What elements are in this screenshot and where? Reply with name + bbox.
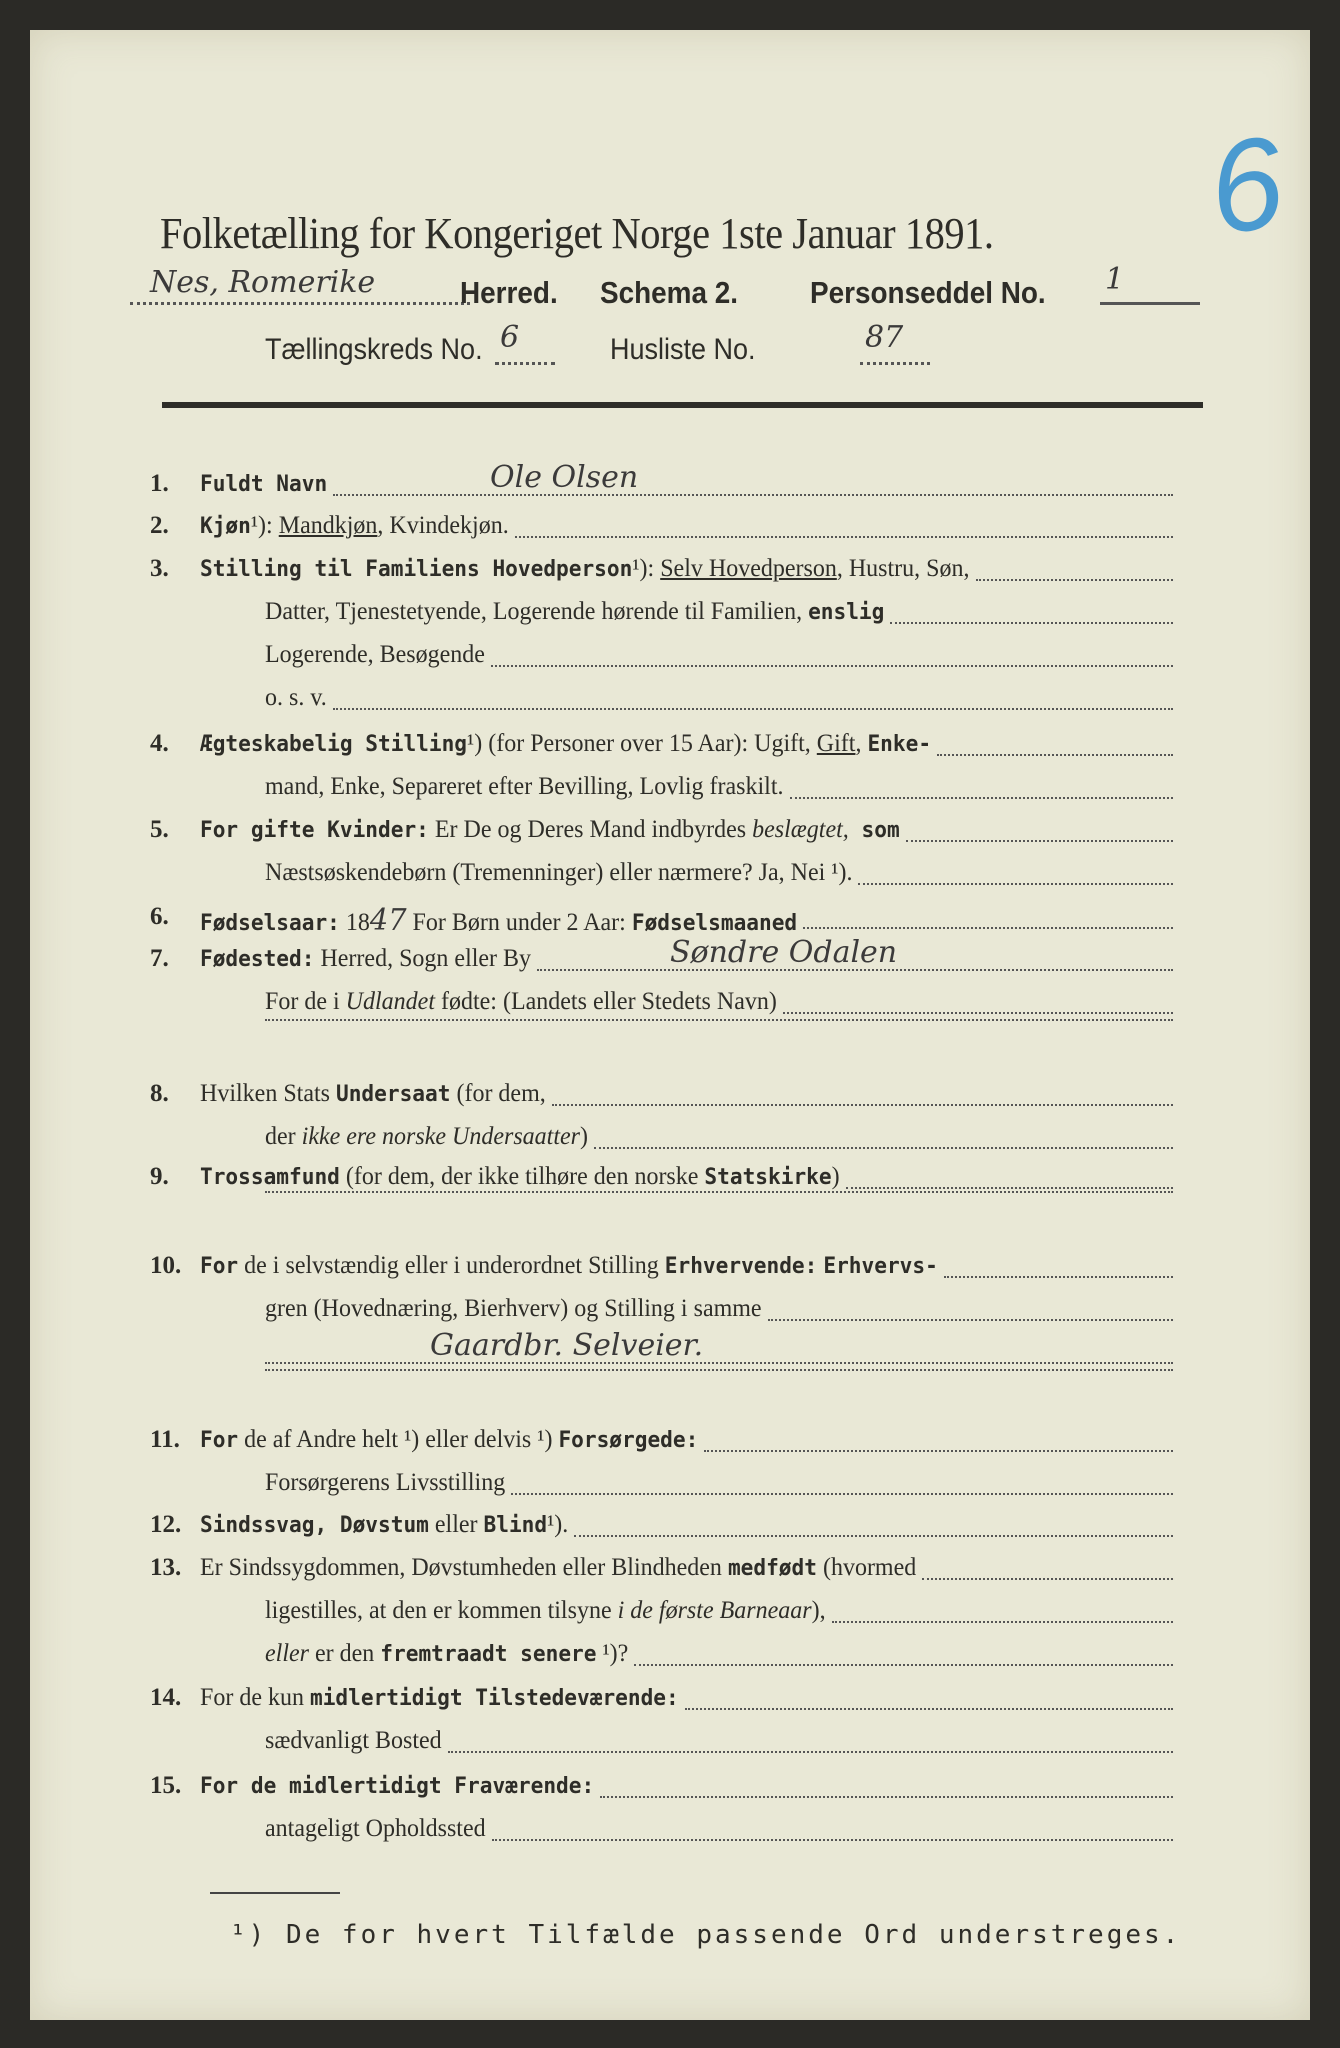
schema-label: Schema 2. <box>600 275 739 310</box>
item-text: Forsørgede: <box>558 1428 699 1453</box>
answer-line <box>944 1276 1173 1278</box>
item-text: ¹): <box>632 555 661 582</box>
answer-line <box>803 927 1173 929</box>
item-text: de i selvstændig eller i underordnet Stilling <box>238 1252 665 1279</box>
item-text: Forsørgerens Livsstilling <box>265 1469 506 1496</box>
item-text: fødte: (Landets eller Stedets Navn) <box>434 988 777 1015</box>
form-title: Folketælling for Kongeriget Norge 1ste Januar 1891. <box>160 209 994 258</box>
item-text: Fødselsmaaned <box>631 911 798 936</box>
item-text: mand, Enke, Separeret efter Bevilling, Lovlig fraskilt. <box>265 773 784 800</box>
item-text: beslægtet, <box>752 816 849 843</box>
item-3-line <box>265 598 884 626</box>
item-text: midlertidigt Tilstedeværende: <box>309 1686 679 1711</box>
item-text: ¹): <box>250 512 279 539</box>
answer-line <box>574 1535 1173 1537</box>
item-text: Blind <box>483 1513 548 1538</box>
item-text: Næstsøskendebørn (Tremenninger) eller nærmere? Ja, Nei ¹). <box>265 859 853 886</box>
item-text: ¹) (for Personer over 15 Aar): Ugift, <box>467 730 817 757</box>
item-text: i de første Barneaar <box>617 1597 812 1624</box>
answer-line <box>832 1621 1173 1623</box>
item-number: 7. <box>150 945 169 972</box>
item-text: Fuldt Navn <box>200 472 328 497</box>
personseddel-label: Personseddel No. <box>810 275 1046 310</box>
answer-line <box>491 665 1173 667</box>
answer-line <box>906 840 1173 842</box>
item-text: ¹)? <box>596 1640 629 1667</box>
item-14-line <box>200 1684 679 1712</box>
handwritten-answer: Søndre Odalen <box>670 935 898 970</box>
handwritten-answer: Ole Olsen <box>490 460 639 495</box>
item-text: Statskirke <box>704 1165 832 1190</box>
answer-line <box>515 536 1173 538</box>
item-text: Er De og Deres Mand indbyrdes <box>428 816 753 843</box>
item-5-line <box>200 816 900 844</box>
item-text: Trossamfund <box>200 1165 340 1190</box>
item-10-line <box>200 1252 938 1280</box>
item-number: 14. <box>150 1684 182 1711</box>
item-text: For de i <box>265 988 346 1015</box>
personseddel-value: 1 <box>1105 262 1125 297</box>
item-text: fremtraadt senere <box>380 1642 597 1667</box>
item-14-line <box>265 1727 442 1755</box>
husliste-value: 87 <box>865 320 904 355</box>
item-text: Fødselsaar: <box>200 911 340 936</box>
answer-line <box>333 708 1173 710</box>
blank-answer-line <box>265 1369 1173 1371</box>
item-text: Erhvervs- <box>823 1254 938 1279</box>
answer-line <box>890 622 1173 624</box>
answer-line <box>511 1493 1173 1495</box>
item-text: , Hustru, Søn, <box>836 555 970 582</box>
item-text: Erhvervende: <box>664 1254 818 1279</box>
item-text: o. s. v. <box>265 684 327 711</box>
husliste-label: Husliste No. <box>610 333 756 366</box>
item-3-line <box>265 641 485 669</box>
item-text: For de midlertidigt Fraværende: <box>200 1774 595 1799</box>
item-text: , Kvindekjøn. <box>377 512 509 539</box>
item-11-line <box>265 1469 505 1497</box>
item-8-line <box>200 1080 546 1108</box>
header-rule <box>162 402 1203 408</box>
item-number: 10. <box>150 1252 182 1279</box>
herred-label: Herred. <box>460 275 558 310</box>
item-15-line <box>200 1772 594 1800</box>
answer-line <box>846 1187 1173 1189</box>
answer-line <box>634 1664 1173 1666</box>
item-2-line <box>200 512 509 540</box>
item-number: 11. <box>150 1426 180 1453</box>
item-text: Enke- <box>867 732 932 757</box>
blank-answer-line <box>265 1019 1173 1021</box>
item-8-line <box>265 1123 588 1151</box>
item-1-line <box>200 470 327 498</box>
item-3-line <box>265 684 327 712</box>
answer-line <box>594 1147 1173 1149</box>
item-text: Stilling til Familiens Hovedperson <box>200 557 633 582</box>
item-text: Datter, Tjenestetyende, Logerende hørende til Familien, <box>265 598 809 625</box>
item-text: Selv Hovedperson <box>660 555 837 582</box>
item-6-line <box>200 903 797 938</box>
item-number: 2. <box>150 512 169 539</box>
item-number: 1. <box>150 470 169 497</box>
item-text: For Børn under 2 Aar: <box>406 909 632 936</box>
item-text: Mandkjøn <box>278 512 378 539</box>
footnote-rule <box>210 1892 340 1894</box>
footnote: ¹) De for hvert Tilfælde passende Ord understreges. <box>230 1920 1182 1950</box>
item-text: Undersaat <box>336 1082 451 1107</box>
item-text: ikke ere norske Undersaatter <box>301 1123 581 1150</box>
answer-line <box>768 1319 1173 1321</box>
item-text: antageligt Opholdssted <box>265 1815 486 1842</box>
item-9-line <box>200 1163 840 1191</box>
item-text: Kjøn <box>200 514 251 539</box>
answer-line <box>448 1751 1173 1753</box>
item-text: For de kun <box>200 1684 310 1711</box>
item-13-line <box>265 1640 628 1668</box>
item-text: Er Sindssygdommen, Døvstumheden eller Blindheden <box>200 1554 728 1581</box>
item-text: (for dem, der ikke tilhøre den norske <box>339 1163 705 1190</box>
item-text: Fødested: <box>200 947 315 972</box>
item-text: Herred, Sogn eller By <box>314 945 532 972</box>
item-text: gren (Hovednæring, Bierhverv) og Stilling i samme <box>265 1295 762 1322</box>
answer-line <box>552 1104 1173 1106</box>
answer-line <box>685 1708 1173 1710</box>
item-text: For <box>200 1428 239 1453</box>
item-text: eller <box>265 1640 309 1667</box>
item-7-line <box>200 945 531 973</box>
answer-line <box>937 754 1173 756</box>
answer-line <box>858 883 1173 885</box>
item-text: Ægteskabelig Stilling <box>200 732 468 757</box>
item-number: 3. <box>150 555 169 582</box>
item-text: sædvanligt Bosted <box>265 1727 442 1754</box>
item-7-line <box>265 988 777 1016</box>
item-text: ) <box>580 1123 589 1150</box>
item-text: (hvormed <box>816 1554 917 1581</box>
item-text: medfødt <box>727 1556 817 1581</box>
item-number: 12. <box>150 1511 182 1538</box>
item-text: ¹). <box>547 1511 569 1538</box>
item-4-line <box>265 773 784 801</box>
item-text: Gift <box>816 730 856 757</box>
item-text: Sindssvag, Døvstum <box>200 1513 429 1538</box>
item-5-line <box>265 859 852 887</box>
item-3-line <box>200 555 970 583</box>
item-text: Hvilken Stats <box>200 1080 337 1107</box>
item-text: (for dem, <box>450 1080 546 1107</box>
item-number: 8. <box>150 1080 169 1107</box>
census-form-paper <box>30 30 1310 2020</box>
answer-line <box>783 1012 1173 1014</box>
item-13-line <box>265 1597 826 1625</box>
item-text: enslig <box>808 600 885 625</box>
item-text: ligestilles, at den er kommen tilsyne <box>265 1597 618 1624</box>
item-text: er den <box>308 1640 381 1667</box>
item-10-line <box>265 1295 762 1323</box>
item-text: 18 <box>339 909 370 936</box>
answer-line <box>976 579 1173 581</box>
item-text: Logerende, Besøgende <box>265 641 485 668</box>
answer-line <box>600 1796 1173 1798</box>
answer-line <box>922 1578 1173 1580</box>
item-text: Udlandet <box>345 988 435 1015</box>
kreds-label: Tællingskreds No. <box>265 333 483 366</box>
item-15-line <box>265 1815 486 1843</box>
item-text: For gifte Kvinder: <box>200 818 429 843</box>
answer-line <box>333 494 1173 496</box>
answer-line <box>492 1839 1173 1841</box>
item-number: 9. <box>150 1163 169 1190</box>
item-text: ) <box>831 1163 840 1190</box>
item-text: de af Andre helt ¹) eller delvis ¹) <box>238 1426 559 1453</box>
item-number: 5. <box>150 816 169 843</box>
item-text: eller <box>428 1511 484 1538</box>
item-4-line <box>200 730 931 758</box>
item-text: der <box>265 1123 302 1150</box>
item-number: 15. <box>150 1772 182 1799</box>
answer-line <box>704 1450 1173 1452</box>
item-13-line <box>200 1554 916 1582</box>
item-text: For <box>200 1254 239 1279</box>
item-text: som <box>848 818 900 843</box>
item-number: 13. <box>150 1554 182 1581</box>
item-text: 47 <box>369 903 407 938</box>
answer-line <box>790 797 1173 799</box>
kreds-value: 6 <box>500 320 520 355</box>
item-number: 4. <box>150 730 169 757</box>
item-text: , <box>855 730 868 757</box>
sheet-mark: 6 <box>1200 107 1293 263</box>
herred-value: Nes, Romerike <box>150 265 376 300</box>
item-text: ), <box>811 1597 826 1624</box>
handwritten-answer: Gaardbr. Selveier. <box>430 1328 704 1363</box>
item-11-line <box>200 1426 698 1454</box>
item-12-line <box>200 1511 568 1539</box>
item-number: 6. <box>150 903 169 930</box>
blank-answer-line <box>265 1191 1173 1193</box>
